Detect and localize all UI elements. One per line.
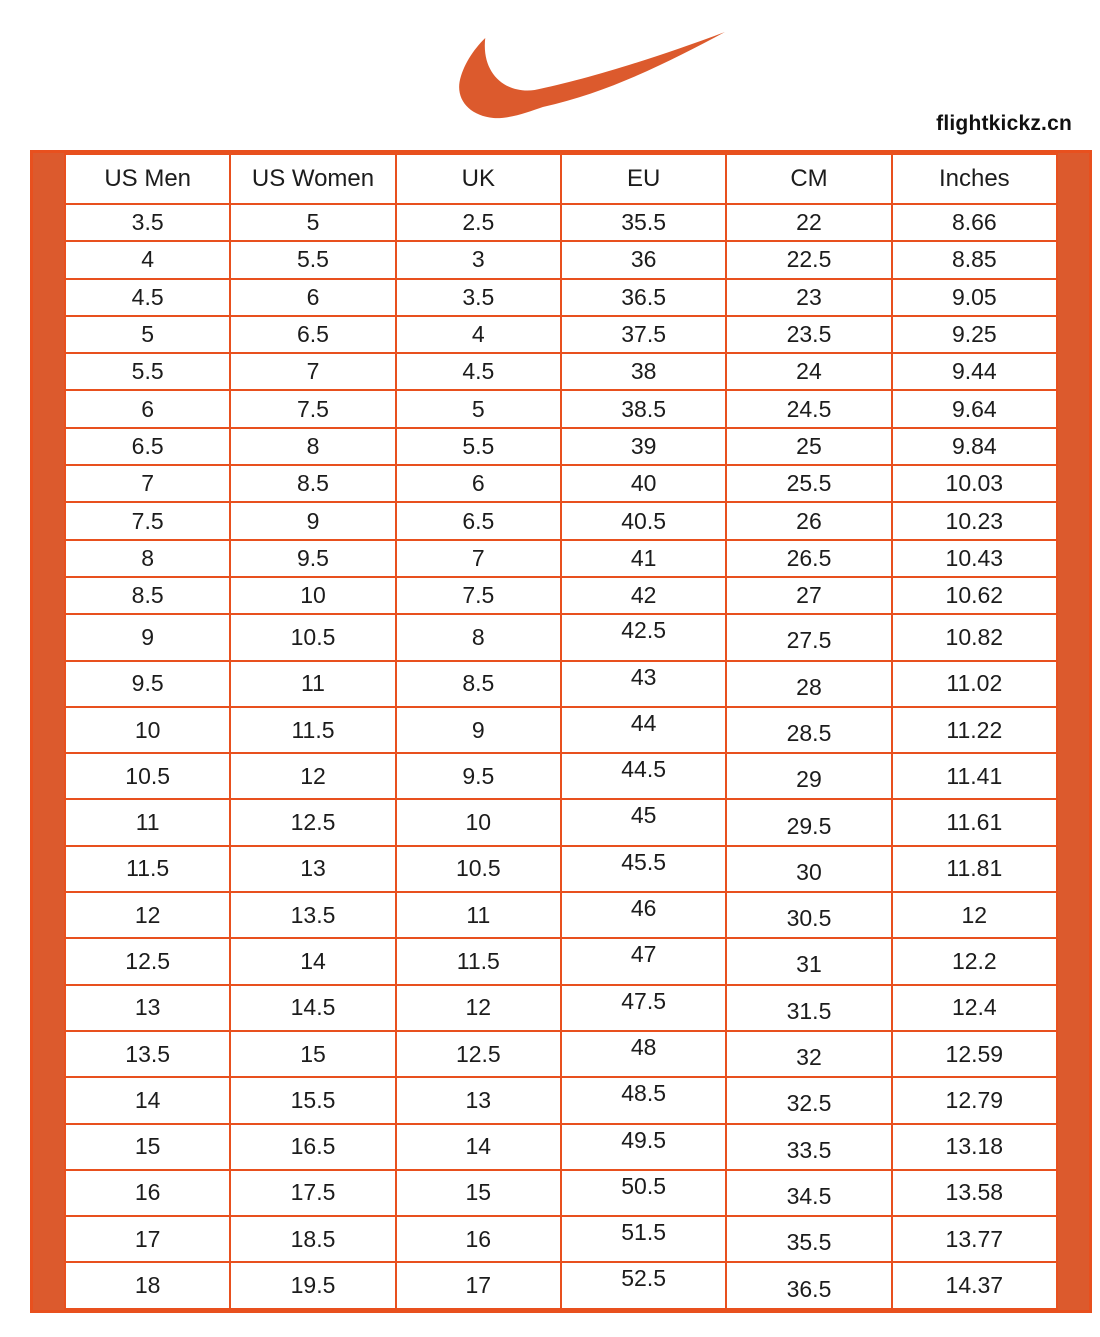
table-cell: 7 (65, 465, 230, 502)
table-cell: 41 (561, 540, 726, 577)
table-cell: 4 (396, 316, 561, 353)
table-cell: 8.5 (230, 465, 395, 502)
table-cell: 9.84 (892, 428, 1057, 465)
table-cell: 12 (65, 892, 230, 938)
table-cell: 13.58 (892, 1170, 1057, 1216)
table-cell: 13.5 (65, 1031, 230, 1077)
table-cell: 9.5 (230, 540, 395, 577)
table-cell: 27.5 (726, 614, 891, 660)
column-header: Inches (892, 154, 1057, 204)
table-cell: 6.5 (230, 316, 395, 353)
table-row (65, 799, 1057, 845)
table-cell: 22 (726, 204, 891, 241)
table-cell: 15 (230, 1031, 395, 1077)
table-cell: 12.4 (892, 985, 1057, 1031)
table-cell: 17 (396, 1262, 561, 1309)
table-cell: 48 (561, 1031, 726, 1077)
table-cell: 44 (561, 707, 726, 753)
table-cell: 28 (726, 661, 891, 707)
table-row (65, 661, 1057, 707)
table-cell: 25.5 (726, 465, 891, 502)
table-cell: 46 (561, 892, 726, 938)
table-cell: 10.03 (892, 465, 1057, 502)
table-cell: 3.5 (396, 279, 561, 316)
table-cell: 9.25 (892, 316, 1057, 353)
table-row (65, 204, 1057, 241)
table-cell: 47 (561, 938, 726, 984)
table-cell: 29 (726, 753, 891, 799)
table-cell: 38 (561, 353, 726, 390)
table-cell: 5 (65, 316, 230, 353)
table-cell: 28.5 (726, 707, 891, 753)
table-cell: 49.5 (561, 1124, 726, 1170)
table-cell: 11.5 (65, 846, 230, 892)
table-cell: 8.85 (892, 241, 1057, 278)
right-accent-bar (1058, 153, 1089, 1310)
table-cell: 40 (561, 465, 726, 502)
table-cell: 45 (561, 799, 726, 845)
table-cell: 3.5 (65, 204, 230, 241)
table-row (65, 1077, 1057, 1123)
table-cell: 7.5 (230, 390, 395, 427)
table-cell: 36.5 (726, 1262, 891, 1309)
table-cell: 9 (230, 502, 395, 539)
table-cell: 10.5 (65, 753, 230, 799)
table-cell: 7.5 (396, 577, 561, 614)
table-cell: 6.5 (65, 428, 230, 465)
size-chart (30, 150, 1092, 1313)
table-cell: 2.5 (396, 204, 561, 241)
table-row (65, 707, 1057, 753)
table-cell: 7.5 (65, 502, 230, 539)
table-cell: 5.5 (65, 353, 230, 390)
table-cell: 10 (396, 799, 561, 845)
table-cell: 10.82 (892, 614, 1057, 660)
table-cell: 47.5 (561, 985, 726, 1031)
table-cell: 42.5 (561, 614, 726, 660)
table-cell: 39 (561, 428, 726, 465)
table-cell: 11.02 (892, 661, 1057, 707)
table-cell: 37.5 (561, 316, 726, 353)
table-cell: 19.5 (230, 1262, 395, 1309)
table-row (65, 1124, 1057, 1170)
table-cell: 52.5 (561, 1262, 726, 1309)
table-cell: 8.5 (396, 661, 561, 707)
nike-logo (440, 30, 728, 122)
website-label: flightkickz.cn (936, 112, 1072, 135)
table-cell: 8 (396, 614, 561, 660)
table-cell: 9.64 (892, 390, 1057, 427)
table-cell: 9.05 (892, 279, 1057, 316)
table-cell: 27 (726, 577, 891, 614)
table-row (65, 1262, 1057, 1309)
table-cell: 16 (65, 1170, 230, 1216)
table-cell: 24 (726, 353, 891, 390)
table-cell: 40.5 (561, 502, 726, 539)
table-cell: 14 (230, 938, 395, 984)
table-cell: 13 (396, 1077, 561, 1123)
table-cell: 6 (65, 390, 230, 427)
column-header: UK (396, 154, 561, 204)
table-row (65, 241, 1057, 278)
table-row (65, 846, 1057, 892)
table-cell: 5.5 (396, 428, 561, 465)
table-cell: 11 (65, 799, 230, 845)
table-cell: 8 (65, 540, 230, 577)
table-row (65, 540, 1057, 577)
table-cell: 45.5 (561, 846, 726, 892)
table-cell: 12.2 (892, 938, 1057, 984)
table-cell: 31.5 (726, 985, 891, 1031)
table-cell: 12.79 (892, 1077, 1057, 1123)
table-cell: 9.5 (65, 661, 230, 707)
table-row (65, 502, 1057, 539)
nike-swoosh-icon (440, 30, 728, 122)
table-row (65, 614, 1057, 660)
table-cell: 6 (230, 279, 395, 316)
table-cell: 15 (65, 1124, 230, 1170)
table-cell: 7 (396, 540, 561, 577)
left-accent-bar (33, 153, 64, 1310)
header-row (65, 154, 1057, 204)
table-row (65, 390, 1057, 427)
table-cell: 11.41 (892, 753, 1057, 799)
table-cell: 13 (230, 846, 395, 892)
table-cell: 23 (726, 279, 891, 316)
table-cell: 18.5 (230, 1216, 395, 1262)
table-row (65, 428, 1057, 465)
table-cell: 11.22 (892, 707, 1057, 753)
table-row (65, 1216, 1057, 1262)
table-cell: 23.5 (726, 316, 891, 353)
table-cell: 8.66 (892, 204, 1057, 241)
table-cell: 13.77 (892, 1216, 1057, 1262)
table-cell: 11 (230, 661, 395, 707)
column-header: CM (726, 154, 891, 204)
table-cell: 12.5 (230, 799, 395, 845)
table-cell: 26 (726, 502, 891, 539)
table-row (65, 1170, 1057, 1216)
table-cell: 33.5 (726, 1124, 891, 1170)
table-row (65, 465, 1057, 502)
table-cell: 11.61 (892, 799, 1057, 845)
table-row (65, 938, 1057, 984)
table-cell: 38.5 (561, 390, 726, 427)
table-cell: 3 (396, 241, 561, 278)
table-cell: 12.59 (892, 1031, 1057, 1077)
table-cell: 11.81 (892, 846, 1057, 892)
table-cell: 12 (396, 985, 561, 1031)
table-cell: 4.5 (65, 279, 230, 316)
table-cell: 17 (65, 1216, 230, 1262)
table-cell: 14 (65, 1077, 230, 1123)
table-cell: 10.23 (892, 502, 1057, 539)
table-cell: 9 (396, 707, 561, 753)
table-cell: 9 (65, 614, 230, 660)
table-cell: 15.5 (230, 1077, 395, 1123)
table-cell: 10.5 (230, 614, 395, 660)
table-cell: 13.5 (230, 892, 395, 938)
table-cell: 43 (561, 661, 726, 707)
table-cell: 6.5 (396, 502, 561, 539)
table-cell: 36.5 (561, 279, 726, 316)
table-cell: 11 (396, 892, 561, 938)
table-cell: 9.44 (892, 353, 1057, 390)
table-cell: 4.5 (396, 353, 561, 390)
column-header: US Men (65, 154, 230, 204)
table-cell: 11.5 (396, 938, 561, 984)
table-cell: 10 (230, 577, 395, 614)
table-cell: 36 (561, 241, 726, 278)
table-row (65, 985, 1057, 1031)
column-header: EU (561, 154, 726, 204)
table-cell: 10.43 (892, 540, 1057, 577)
table-cell: 31 (726, 938, 891, 984)
table-row (65, 316, 1057, 353)
table-cell: 42 (561, 577, 726, 614)
table-row (65, 577, 1057, 614)
table-cell: 14 (396, 1124, 561, 1170)
table-cell: 35.5 (726, 1216, 891, 1262)
column-header: US Women (230, 154, 395, 204)
table-cell: 30 (726, 846, 891, 892)
table-cell: 50.5 (561, 1170, 726, 1216)
table-cell: 10 (65, 707, 230, 753)
table-row (65, 1031, 1057, 1077)
table-cell: 25 (726, 428, 891, 465)
table-cell: 12.5 (65, 938, 230, 984)
table-row (65, 892, 1057, 938)
table-cell: 48.5 (561, 1077, 726, 1123)
table-cell: 24.5 (726, 390, 891, 427)
table-cell: 22.5 (726, 241, 891, 278)
table-cell: 17.5 (230, 1170, 395, 1216)
table-cell: 26.5 (726, 540, 891, 577)
table-cell: 6 (396, 465, 561, 502)
table-cell: 5 (230, 204, 395, 241)
table-cell: 29.5 (726, 799, 891, 845)
table-cell: 12.5 (396, 1031, 561, 1077)
table-cell: 8.5 (65, 577, 230, 614)
table-cell: 44.5 (561, 753, 726, 799)
table-cell: 5.5 (230, 241, 395, 278)
table-cell: 16.5 (230, 1124, 395, 1170)
table-cell: 10.62 (892, 577, 1057, 614)
table-cell: 12 (230, 753, 395, 799)
table-cell: 35.5 (561, 204, 726, 241)
table-cell: 13 (65, 985, 230, 1031)
table-row (65, 279, 1057, 316)
table-cell: 10.5 (396, 846, 561, 892)
table-cell: 18 (65, 1262, 230, 1309)
table-cell: 32 (726, 1031, 891, 1077)
table-cell: 8 (230, 428, 395, 465)
table-cell: 14.5 (230, 985, 395, 1031)
table-cell: 32.5 (726, 1077, 891, 1123)
table-row (65, 353, 1057, 390)
table-cell: 34.5 (726, 1170, 891, 1216)
table-cell: 5 (396, 390, 561, 427)
table-row (65, 753, 1057, 799)
table-cell: 15 (396, 1170, 561, 1216)
table-cell: 9.5 (396, 753, 561, 799)
table-cell: 30.5 (726, 892, 891, 938)
table-cell: 16 (396, 1216, 561, 1262)
table-cell: 4 (65, 241, 230, 278)
table-cell: 13.18 (892, 1124, 1057, 1170)
table-cell: 12 (892, 892, 1057, 938)
table-cell: 14.37 (892, 1262, 1057, 1309)
table-cell: 51.5 (561, 1216, 726, 1262)
table-cell: 11.5 (230, 707, 395, 753)
table-cell: 7 (230, 353, 395, 390)
size-conversion-table (64, 153, 1058, 1310)
